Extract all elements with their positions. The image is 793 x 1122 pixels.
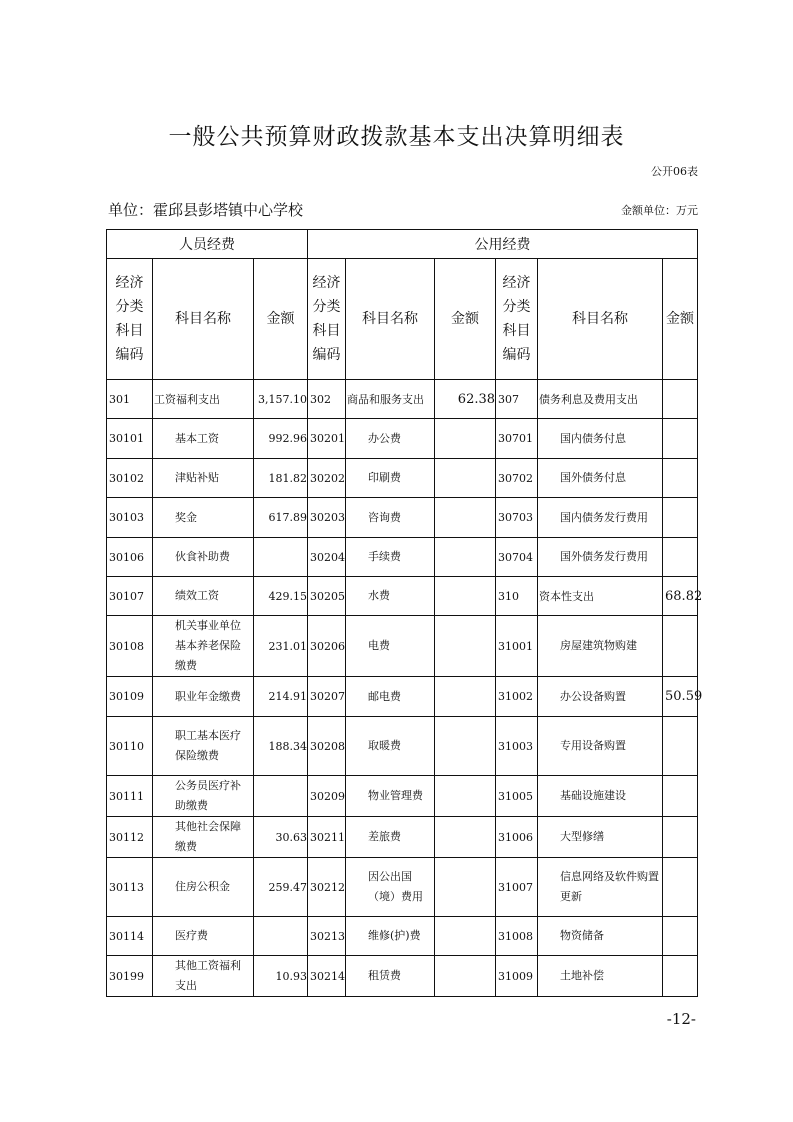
amount-cell — [663, 419, 698, 459]
table-row — [107, 459, 698, 498]
name-cell: 国内债务付息 — [538, 419, 663, 459]
table-row — [107, 817, 698, 858]
name-cell: 绩效工资 — [153, 577, 254, 616]
table-row — [107, 577, 698, 616]
code-cell: 30213 — [308, 917, 346, 956]
amount-unit-label: 金额单位：万元 — [621, 204, 698, 217]
table-row — [107, 380, 698, 419]
code-cell: 30101 — [107, 419, 153, 459]
code-cell: 30110 — [107, 717, 153, 776]
amount-cell: 50.59 — [663, 677, 698, 717]
amount-cell — [435, 717, 496, 776]
name-cell: 信息网络及软件购置更新 — [538, 858, 663, 917]
name-cell: 商品和服务支出 — [346, 380, 435, 419]
code-cell: 301 — [107, 380, 153, 419]
code-cell: 30107 — [107, 577, 153, 616]
public-header: 公用经费 — [308, 230, 698, 259]
amount-cell — [254, 538, 308, 577]
code-header: 经济分类科目编码 — [107, 259, 153, 380]
amount-header: 金额 — [254, 259, 308, 380]
code-cell: 31005 — [496, 776, 538, 817]
name-cell: 国外债务付息 — [538, 459, 663, 498]
code-cell: 30109 — [107, 677, 153, 717]
amount-header: 金额 — [663, 259, 698, 380]
code-cell: 30113 — [107, 858, 153, 917]
expenditure-table — [106, 229, 703, 997]
amount-cell: 3,157.10 — [254, 380, 308, 419]
table-row — [107, 538, 698, 577]
name-cell: 基础设施建设 — [538, 776, 663, 817]
name-cell: 机关事业单位基本养老保险缴费 — [153, 616, 254, 677]
table-row — [107, 717, 698, 776]
name-cell: 咨询费 — [346, 498, 435, 538]
table-row — [107, 858, 698, 917]
amount-cell: 68.82 — [663, 577, 698, 616]
code-cell: 30204 — [308, 538, 346, 577]
name-cell: 资本性支出 — [538, 577, 663, 616]
name-cell: 职业年金缴费 — [153, 677, 254, 717]
code-cell: 30704 — [496, 538, 538, 577]
name-cell: 取暖费 — [346, 717, 435, 776]
code-cell: 31007 — [496, 858, 538, 917]
code-header: 经济分类科目编码 — [496, 259, 538, 380]
amount-cell — [435, 917, 496, 956]
code-cell: 31006 — [496, 817, 538, 858]
name-cell: 医疗费 — [153, 917, 254, 956]
amount-cell — [663, 817, 698, 858]
code-cell: 30103 — [107, 498, 153, 538]
name-cell: 其他工资福利支出 — [153, 956, 254, 997]
amount-cell: 992.96 — [254, 419, 308, 459]
amount-cell — [663, 498, 698, 538]
amount-cell — [435, 538, 496, 577]
code-cell: 30199 — [107, 956, 153, 997]
page-number: -12- — [666, 1010, 696, 1028]
code-cell: 30702 — [496, 459, 538, 498]
code-cell: 307 — [496, 380, 538, 419]
name-header: 科目名称 — [153, 259, 254, 380]
code-cell: 30703 — [496, 498, 538, 538]
code-cell: 31008 — [496, 917, 538, 956]
name-cell: 邮电费 — [346, 677, 435, 717]
name-cell: 因公出国（境）费用 — [346, 858, 435, 917]
amount-cell: 62.38 — [435, 380, 496, 419]
code-cell: 30211 — [308, 817, 346, 858]
name-cell: 专用设备购置 — [538, 717, 663, 776]
name-cell: 电费 — [346, 616, 435, 677]
code-cell: 30111 — [107, 776, 153, 817]
amount-cell — [663, 717, 698, 776]
code-cell: 31003 — [496, 717, 538, 776]
name-cell: 办公设备购置 — [538, 677, 663, 717]
table-row — [107, 616, 698, 677]
name-header: 科目名称 — [538, 259, 663, 380]
amount-cell: 214.91 — [254, 677, 308, 717]
amount-cell: 188.34 — [254, 717, 308, 776]
name-cell: 手续费 — [346, 538, 435, 577]
code-cell: 30108 — [107, 616, 153, 677]
amount-cell — [435, 858, 496, 917]
amount-cell: 429.15 — [254, 577, 308, 616]
name-cell: 办公费 — [346, 419, 435, 459]
form-number: 公开06表 — [651, 165, 698, 178]
code-cell: 302 — [308, 380, 346, 419]
code-cell: 30701 — [496, 419, 538, 459]
amount-cell — [663, 538, 698, 577]
name-cell: 物业管理费 — [346, 776, 435, 817]
name-cell: 维修(护)费 — [346, 917, 435, 956]
amount-cell — [663, 956, 698, 997]
amount-cell — [663, 858, 698, 917]
name-cell: 土地补偿 — [538, 956, 663, 997]
table-row — [107, 677, 698, 717]
amount-cell — [663, 380, 698, 419]
amount-cell — [663, 459, 698, 498]
amount-cell: 231.01 — [254, 616, 308, 677]
amount-cell: 10.93 — [254, 956, 308, 997]
name-cell: 租赁费 — [346, 956, 435, 997]
name-cell: 基本工资 — [153, 419, 254, 459]
code-cell: 30208 — [308, 717, 346, 776]
name-cell: 债务利息及费用支出 — [538, 380, 663, 419]
name-cell: 差旅费 — [346, 817, 435, 858]
amount-cell — [435, 956, 496, 997]
code-cell: 30112 — [107, 817, 153, 858]
table-row — [107, 498, 698, 538]
table-row — [107, 956, 698, 997]
code-cell: 30206 — [308, 616, 346, 677]
amount-cell — [435, 776, 496, 817]
amount-cell: 30.63 — [254, 817, 308, 858]
name-cell: 印刷费 — [346, 459, 435, 498]
code-cell: 30106 — [107, 538, 153, 577]
unit-label: 单位：霍邱县彭塔镇中心学校 — [108, 201, 304, 219]
table-row — [107, 419, 698, 459]
code-cell: 30214 — [308, 956, 346, 997]
page-title: 一般公共预算财政拨款基本支出决算明细表 — [168, 124, 625, 150]
code-cell: 30205 — [308, 577, 346, 616]
code-cell: 30203 — [308, 498, 346, 538]
amount-cell — [435, 616, 496, 677]
name-cell: 伙食补助费 — [153, 538, 254, 577]
amount-cell — [663, 917, 698, 956]
code-cell: 30201 — [308, 419, 346, 459]
amount-header: 金额 — [435, 259, 496, 380]
name-cell: 其他社会保障缴费 — [153, 817, 254, 858]
name-cell: 工资福利支出 — [153, 380, 254, 419]
name-cell: 大型修缮 — [538, 817, 663, 858]
amount-cell — [435, 677, 496, 717]
code-cell: 31009 — [496, 956, 538, 997]
name-cell: 国外债务发行费用 — [538, 538, 663, 577]
name-cell: 国内债务发行费用 — [538, 498, 663, 538]
code-cell: 30114 — [107, 917, 153, 956]
amount-cell — [435, 817, 496, 858]
name-cell: 物资储备 — [538, 917, 663, 956]
code-cell: 31001 — [496, 616, 538, 677]
name-cell: 房屋建筑物购建 — [538, 616, 663, 677]
amount-cell — [435, 498, 496, 538]
amount-cell — [435, 577, 496, 616]
table-row — [107, 917, 698, 956]
table-row — [107, 776, 698, 817]
code-cell: 30207 — [308, 677, 346, 717]
amount-cell — [663, 616, 698, 677]
amount-cell — [435, 459, 496, 498]
name-cell: 奖金 — [153, 498, 254, 538]
name-header: 科目名称 — [346, 259, 435, 380]
name-cell: 住房公积金 — [153, 858, 254, 917]
code-cell: 30212 — [308, 858, 346, 917]
amount-cell — [435, 419, 496, 459]
code-cell: 31002 — [496, 677, 538, 717]
amount-cell: 259.47 — [254, 858, 308, 917]
amount-cell — [254, 917, 308, 956]
code-cell: 30102 — [107, 459, 153, 498]
code-header: 经济分类科目编码 — [308, 259, 346, 380]
amount-cell: 617.89 — [254, 498, 308, 538]
name-cell: 职工基本医疗保险缴费 — [153, 717, 254, 776]
amount-cell: 181.82 — [254, 459, 308, 498]
amount-cell — [254, 776, 308, 817]
code-cell: 30209 — [308, 776, 346, 817]
code-cell: 310 — [496, 577, 538, 616]
amount-cell — [663, 776, 698, 817]
code-cell: 30202 — [308, 459, 346, 498]
name-cell: 公务员医疗补助缴费 — [153, 776, 254, 817]
personnel-header: 人员经费 — [107, 230, 308, 259]
name-cell: 水费 — [346, 577, 435, 616]
name-cell: 津贴补贴 — [153, 459, 254, 498]
